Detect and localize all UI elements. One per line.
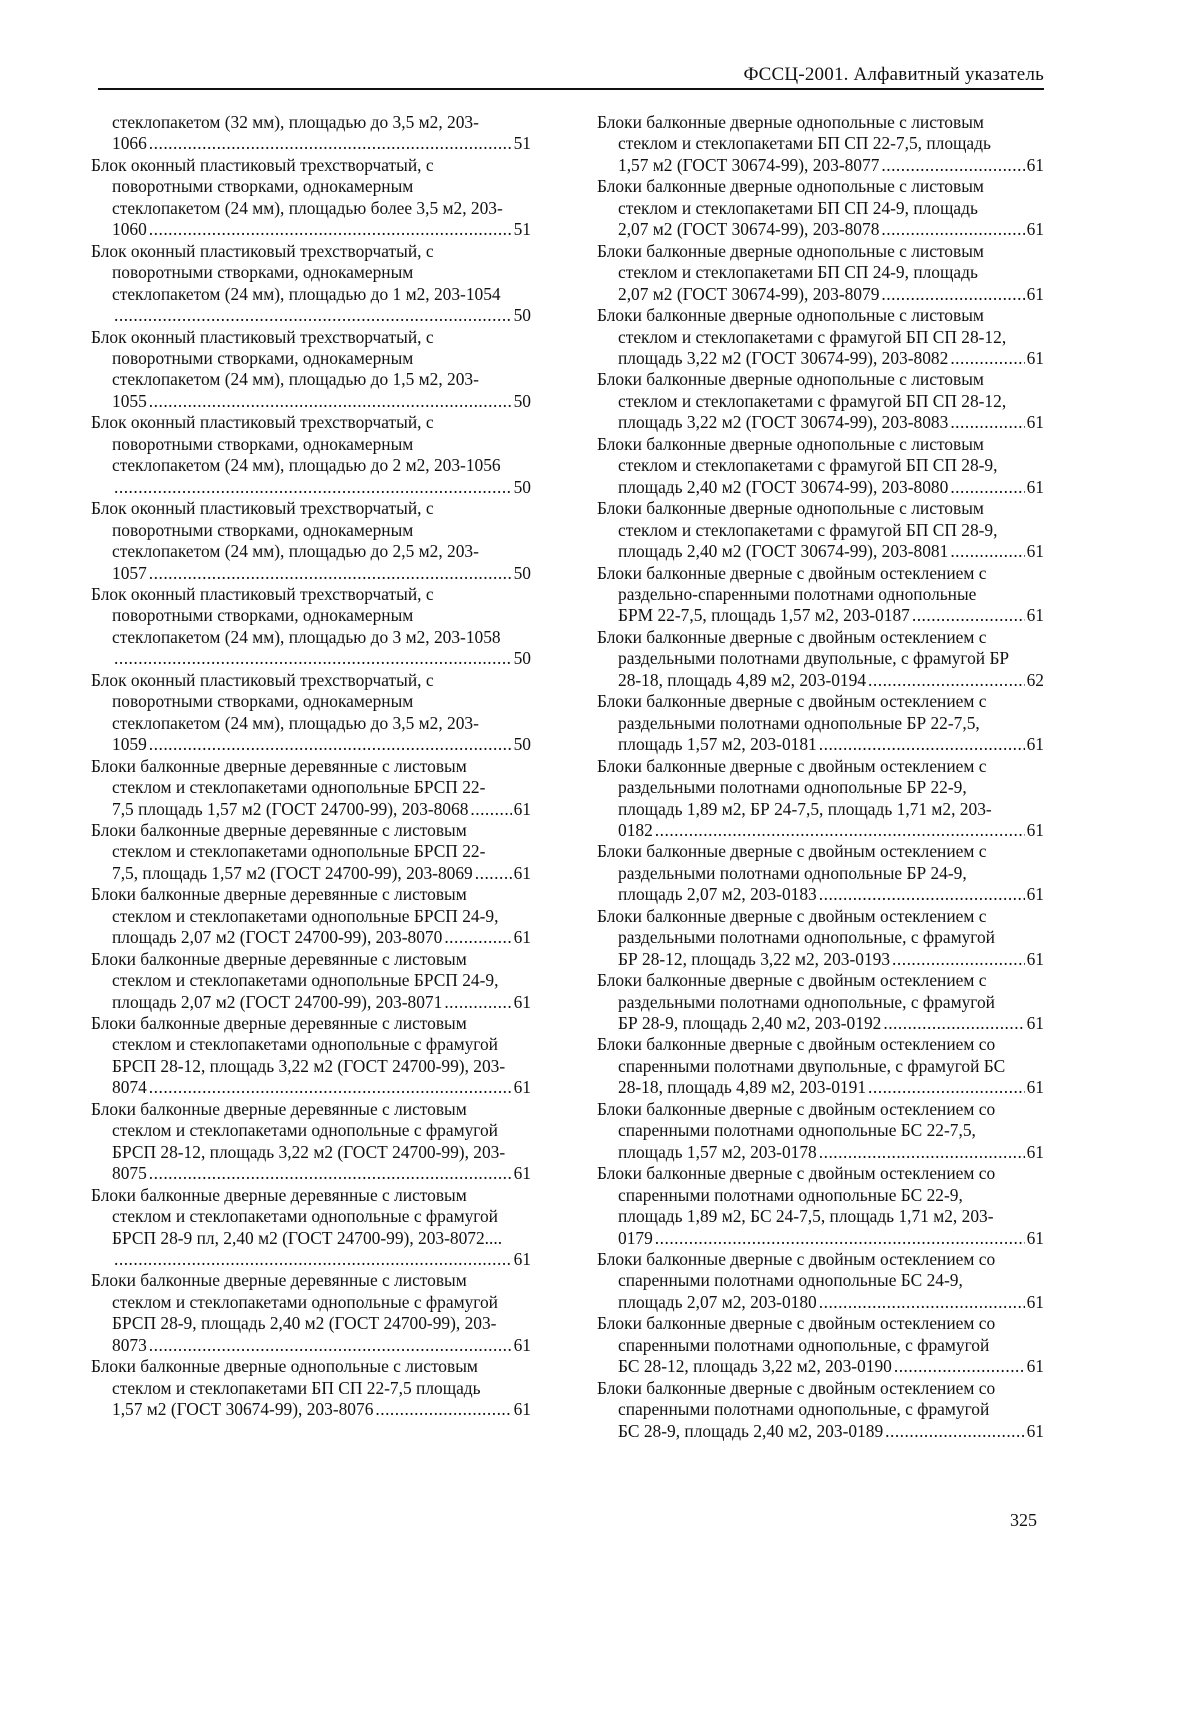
- dot-leader: [114, 305, 512, 326]
- index-entry-line: Блоки балконные дверные с двойным остеклением со: [597, 1377, 996, 1398]
- dot-leader: [149, 1335, 512, 1356]
- index-entry-page: 61: [1026, 283, 1044, 304]
- dot-leader: [149, 391, 512, 412]
- index-entry-line: стеклопакетом (24 мм), площадью более 3,5 м2, 203-: [112, 197, 503, 218]
- index-entry-page: 61: [1026, 884, 1044, 905]
- index-entry-last-line: [597, 605, 1044, 626]
- index-entry-page: 61: [1026, 734, 1044, 755]
- index-entry-line: спаренными полотнами однопольные БС 22-9,: [618, 1184, 963, 1205]
- index-entry-last-line: [597, 219, 1044, 240]
- index-entry-page: 50: [513, 734, 531, 755]
- index-entry-line: Блоки балконные дверные деревянные с листовым: [91, 1098, 467, 1119]
- index-entry-line: раздельными полотнами однопольные БР 22-9,: [618, 777, 967, 798]
- dot-leader: [912, 605, 1025, 626]
- index-entry-page: 61: [513, 798, 531, 819]
- index-entry-page: 51: [513, 219, 531, 240]
- dot-leader: [444, 992, 511, 1013]
- index-entry-page: 61: [1026, 154, 1044, 175]
- index-entry-last-line: [597, 477, 1044, 498]
- index-entry-last-line: [91, 391, 531, 412]
- index-entry-line: стеклом и стеклопакетами с фрамугой БП СП 28-9,: [618, 455, 998, 476]
- index-entry-line: Блок оконный пластиковый трехстворчатый, с: [91, 240, 434, 261]
- index-entry: [91, 327, 531, 413]
- index-entry: [597, 627, 1044, 691]
- index-entry-last-line: [91, 219, 531, 240]
- dot-leader: [375, 1399, 511, 1420]
- index-entry-line: раздельными полотнами однопольные БР 24-9,: [618, 862, 967, 883]
- index-entry-line: стеклом и стеклопакетами однопольные с фрамугой: [112, 1291, 498, 1312]
- index-entry-line: БРСП 28-12, площадь 3,22 м2 (ГОСТ 24700-99), 203-: [112, 1055, 506, 1076]
- dot-leader: [894, 1356, 1025, 1377]
- index-entry-last-line: [597, 348, 1044, 369]
- index-entry: [91, 1185, 531, 1271]
- index-entry-page: 61: [1026, 819, 1044, 840]
- dot-leader: [114, 477, 512, 498]
- index-entry-line: стеклом и стеклопакетами однопольные с фрамугой: [112, 1120, 498, 1141]
- index-entry-page: 61: [1026, 605, 1044, 626]
- index-entry: [597, 369, 1044, 433]
- index-entry-tail: 0179: [618, 1227, 653, 1248]
- index-entry-line: Блоки балконные дверные с двойным остеклением со: [597, 1249, 996, 1270]
- index-entry-last-line: [91, 648, 531, 669]
- index-entry-line: поворотными створками, однокамерным: [112, 433, 414, 454]
- index-entry-page: 61: [1026, 948, 1044, 969]
- index-entry-line: Блоки балконные дверные деревянные с листовым: [91, 948, 467, 969]
- index-entry-page: 61: [1026, 1291, 1044, 1312]
- dot-leader: [149, 133, 512, 154]
- index-entry-line: БРСП 28-9 пл, 2,40 м2 (ГОСТ 24700-99), 203-8072....: [112, 1227, 503, 1248]
- index-entry-tail: 1059: [112, 734, 147, 755]
- index-entry-last-line: [91, 563, 531, 584]
- index-entry-tail: площадь 2,07 м2 (ГОСТ 24700-99), 203-8070: [112, 927, 443, 948]
- index-entry-last-line: [597, 412, 1044, 433]
- index-entry: [597, 756, 1044, 842]
- index-entry-line: стеклом и стеклопакетами БП СП 22-7,5 площадь: [112, 1377, 481, 1398]
- index-entry: [597, 1099, 1044, 1163]
- index-entry-tail: площадь 2,07 м2, 203-0183: [618, 884, 817, 905]
- index-entry-tail: 1066: [112, 133, 147, 154]
- dot-leader: [114, 1249, 512, 1270]
- index-entry-last-line: [91, 305, 531, 326]
- index-entry-page: 61: [513, 862, 531, 883]
- index-entry-page: 62: [1026, 669, 1044, 690]
- index-entry-line: Блоки балконные дверные с двойным остеклением с: [597, 691, 987, 712]
- index-entry: [91, 820, 531, 884]
- index-entry-tail: 8073: [112, 1334, 147, 1355]
- index-entry-line: Блоки балконные дверные деревянные с листовым: [91, 755, 467, 776]
- running-header-title: ФССЦ-2001. Алфавитный указатель: [743, 64, 1044, 85]
- index-entry-line: Блок оконный пластиковый трехстворчатый, с: [91, 498, 434, 519]
- index-entry-page: 50: [513, 648, 531, 669]
- index-column-right: [597, 112, 1044, 1442]
- index-entry-tail: площадь 1,57 м2, 203-0178: [618, 1141, 817, 1162]
- index-entry-line: поворотными створками, однокамерным: [112, 605, 414, 626]
- index-entry: [597, 305, 1044, 369]
- index-entry-line: Блоки балконные дверные однопольные с листовым: [597, 369, 984, 390]
- index-entry-page: 61: [1026, 219, 1044, 240]
- index-entry-line: стеклопакетом (24 мм), площадью до 3 м2, 203-1058: [112, 626, 501, 647]
- index-entry-line: стеклопакетом (24 мм), площадью до 1,5 м2, 203-: [112, 369, 479, 390]
- index-entry-last-line: [91, 1077, 531, 1098]
- index-entry-line: стеклом и стеклопакетами БП СП 22-7,5, площадь: [618, 133, 991, 154]
- index-entry: [597, 1313, 1044, 1377]
- dot-leader: [881, 284, 1024, 305]
- index-entry-last-line: [597, 820, 1044, 841]
- index-entry-line: стеклом и стеклопакетами однопольные БРСП 22-: [112, 841, 486, 862]
- index-entry-tail: 1057: [112, 562, 147, 583]
- index-entry-line: площадь 1,89 м2, БС 24-7,5, площадь 1,71 м2, 203-: [618, 1206, 994, 1227]
- index-entry-line: Блоки балконные дверные однопольные с листовым: [597, 240, 984, 261]
- index-entry: [597, 970, 1044, 1034]
- index-entry-line: Блок оконный пластиковый трехстворчатый, с: [91, 412, 434, 433]
- dot-leader: [881, 219, 1024, 240]
- index-entry-last-line: [597, 949, 1044, 970]
- index-entry-line: поворотными створками, однокамерным: [112, 176, 414, 197]
- index-entry-page: 61: [513, 991, 531, 1012]
- index-entry-line: Блоки балконные дверные однопольные с листовым: [597, 112, 984, 132]
- index-entry-line: спаренными полотнами однопольные БС 24-9,: [618, 1270, 963, 1291]
- dot-leader: [655, 1228, 1025, 1249]
- index-entry-line: стеклом и стеклопакетами с фрамугой БП СП 28-12,: [618, 390, 1007, 411]
- index-entry-line: Блоки балконные дверные с двойным остеклением со: [597, 1313, 996, 1334]
- index-entry: [597, 1249, 1044, 1313]
- index-entry-line: Блоки балконные дверные с двойным остеклением с: [597, 626, 987, 647]
- index-entry-tail: 2,07 м2 (ГОСТ 30674-99), 203-8079: [618, 283, 880, 304]
- dot-leader: [149, 219, 512, 240]
- index-entry: [597, 1378, 1044, 1442]
- index-entry-line: поворотными створками, однокамерным: [112, 691, 414, 712]
- index-entry-last-line: [91, 927, 531, 948]
- index-entry-page: 61: [1026, 1356, 1044, 1377]
- dot-leader: [149, 1163, 512, 1184]
- index-entry: [91, 949, 531, 1013]
- index-entry-line: Блоки балконные дверные однопольные с листовым: [91, 1356, 478, 1377]
- index-entry-line: Блок оконный пластиковый трехстворчатый, с: [91, 669, 434, 690]
- index-entry: [597, 1034, 1044, 1098]
- index-entry-tail: площадь 3,22 м2 (ГОСТ 30674-99), 203-8083: [618, 412, 949, 433]
- index-entry-tail: БС 28-9, площадь 2,40 м2, 203-0189: [618, 1420, 884, 1441]
- index-entry-page: 61: [1026, 1141, 1044, 1162]
- index-entry-page: 51: [513, 133, 531, 154]
- dot-leader: [819, 1142, 1025, 1163]
- index-entry-page: 61: [1026, 1013, 1044, 1034]
- dot-leader: [149, 1077, 512, 1098]
- index-entry-tail: 1060: [112, 219, 147, 240]
- index-entry-tail: 8075: [112, 1163, 147, 1184]
- index-entry-tail: 2,07 м2 (ГОСТ 30674-99), 203-8078: [618, 219, 880, 240]
- index-entry-line: стеклом и стеклопакетами БП СП 24-9, площадь: [618, 197, 978, 218]
- dot-leader: [950, 412, 1024, 433]
- index-entry-line: Блоки балконные дверные с двойным остеклением со: [597, 1034, 996, 1055]
- dot-leader: [655, 820, 1025, 841]
- index-entry-last-line: [91, 734, 531, 755]
- index-entry-last-line: [91, 992, 531, 1013]
- index-entry-tail: 0182: [618, 819, 653, 840]
- index-entry: [597, 434, 1044, 498]
- index-entry-page: 50: [513, 562, 531, 583]
- index-entry-line: Блоки балконные дверные с двойным остеклением со: [597, 1163, 996, 1184]
- index-entry-line: Блок оконный пластиковый трехстворчатый, с: [91, 326, 434, 347]
- index-entry-tail: БС 28-12, площадь 3,22 м2, 203-0190: [618, 1356, 892, 1377]
- dot-leader: [819, 734, 1025, 755]
- index-entry: [597, 1163, 1044, 1249]
- index-entry-line: поворотными створками, однокамерным: [112, 519, 414, 540]
- running-header: [98, 62, 1044, 90]
- index-entry-last-line: [91, 477, 531, 498]
- index-entry-page: 61: [513, 1399, 531, 1420]
- index-entry-line: спаренными полотнами однопольные, с фрамугой: [618, 1399, 990, 1420]
- index-entry-line: Блоки балконные дверные деревянные с листовым: [91, 819, 467, 840]
- dot-leader: [950, 541, 1024, 562]
- index-entry-line: спаренными полотнами двупольные, с фрамугой БС: [618, 1055, 1006, 1076]
- index-entry-line: спаренными полотнами однопольные БС 22-7,5,: [618, 1120, 976, 1141]
- index-entry: [91, 155, 531, 241]
- index-entry: [91, 1013, 531, 1099]
- index-entry-page: 50: [513, 305, 531, 326]
- index-column-left: [91, 112, 531, 1421]
- index-entry: [597, 906, 1044, 970]
- index-entry-page: 61: [1026, 1420, 1044, 1441]
- index-entry: [91, 412, 531, 498]
- index-entry-tail: БР 28-9, площадь 2,40 м2, 203-0192: [618, 1013, 882, 1034]
- index-entry-tail: 7,5, площадь 1,57 м2 (ГОСТ 24700-99), 203-8069: [112, 862, 473, 883]
- dot-leader: [868, 670, 1025, 691]
- index-entry-tail: площадь 2,40 м2 (ГОСТ 30674-99), 203-8081: [618, 541, 949, 562]
- index-entry-tail: БР 28-12, площадь 3,22 м2, 203-0193: [618, 948, 891, 969]
- index-entry-tail: 8074: [112, 1077, 147, 1098]
- index-entry-last-line: [597, 734, 1044, 755]
- index-entry-last-line: [597, 155, 1044, 176]
- index-entry-tail: площадь 1,57 м2, 203-0181: [618, 734, 817, 755]
- index-entry-page: 61: [513, 1334, 531, 1355]
- dot-leader: [883, 1013, 1024, 1034]
- dot-leader: [950, 477, 1024, 498]
- dot-leader: [950, 348, 1024, 369]
- dot-leader: [868, 1077, 1025, 1098]
- index-entry-last-line: [597, 1142, 1044, 1163]
- index-entry-line: стеклопакетом (24 мм), площадью до 1 м2, 203-1054: [112, 283, 501, 304]
- index-entry-tail: 7,5 площадь 1,57 м2 (ГОСТ 24700-99), 203-8068: [112, 798, 469, 819]
- index-entry-line: Блоки балконные дверные однопольные с листовым: [597, 305, 984, 326]
- index-entry-tail: БРМ 22-7,5, площадь 1,57 м2, 203-0187: [618, 605, 910, 626]
- index-entry-page: 61: [513, 1077, 531, 1098]
- index-entry-tail: 1055: [112, 390, 147, 411]
- index-entry-last-line: [597, 1356, 1044, 1377]
- index-entry-line: Блоки балконные дверные с двойным остеклением со: [597, 1098, 996, 1119]
- index-entry-tail: площадь 2,40 м2 (ГОСТ 30674-99), 203-8080: [618, 476, 949, 497]
- index-entry-line: Блоки балконные дверные деревянные с листовым: [91, 1270, 467, 1291]
- dot-leader: [470, 799, 511, 820]
- dot-leader: [444, 927, 511, 948]
- index-entry-tail: 1,57 м2 (ГОСТ 30674-99), 203-8077: [618, 154, 880, 175]
- index-entry: [597, 563, 1044, 627]
- index-entry-last-line: [91, 1399, 531, 1420]
- dot-leader: [885, 1421, 1024, 1442]
- index-entry: [91, 584, 531, 670]
- index-entry-tail: площадь 2,07 м2 (ГОСТ 24700-99), 203-8071: [112, 991, 443, 1012]
- index-entry-line: Блоки балконные дверные однопольные с листовым: [597, 176, 984, 197]
- index-entry-tail: площадь 2,07 м2, 203-0180: [618, 1291, 817, 1312]
- index-entry-page: 61: [513, 1249, 531, 1270]
- dot-leader: [892, 949, 1025, 970]
- index-entry-line: стеклом и стеклопакетами с фрамугой БП СП 28-9,: [618, 519, 998, 540]
- index-entry-line: Блоки балконные дверные с двойным остеклением с: [597, 841, 987, 862]
- dot-leader: [819, 884, 1025, 905]
- index-entry-line: Блоки балконные дверные деревянные с листовым: [91, 1013, 467, 1034]
- index-entry: [91, 1356, 531, 1420]
- index-entry-last-line: [91, 133, 531, 154]
- index-entry-last-line: [91, 799, 531, 820]
- index-entry-last-line: [597, 284, 1044, 305]
- index-entry-line: Блоки балконные дверные с двойным остеклением с: [597, 562, 987, 583]
- dot-leader: [149, 734, 512, 755]
- index-entry-last-line: [597, 1292, 1044, 1313]
- index-entry-page: 61: [1026, 541, 1044, 562]
- index-entry-page: 61: [513, 927, 531, 948]
- index-entry-page: 61: [513, 1163, 531, 1184]
- index-entry: [597, 112, 1044, 176]
- page-number: 325: [1010, 1510, 1037, 1530]
- index-entry-line: стеклом и стеклопакетами с фрамугой БП СП 28-12,: [618, 326, 1007, 347]
- index-entry-page: 50: [513, 476, 531, 497]
- index-entry-line: стеклопакетом (24 мм), площадью до 2 м2, 203-1056: [112, 455, 501, 476]
- index-entry-line: стеклом и стеклопакетами однопольные БРСП 22-: [112, 777, 486, 798]
- index-entry-line: поворотными створками, однокамерным: [112, 347, 414, 368]
- index-entry-line: Блоки балконные дверные однопольные с листовым: [597, 498, 984, 519]
- index-entry-line: раздельно-спаренными полотнами однопольные: [618, 583, 977, 604]
- index-entry: [91, 1099, 531, 1185]
- index-entry: [91, 1270, 531, 1356]
- index-entry-line: Блоки балконные дверные с двойным остеклением с: [597, 755, 987, 776]
- index-entry-line: Блоки балконные дверные деревянные с листовым: [91, 884, 467, 905]
- index-entry-tail: 28-18, площадь 4,89 м2, 203-0191: [618, 1077, 867, 1098]
- index-entry-line: Блок оконный пластиковый трехстворчатый, с: [91, 583, 434, 604]
- index-entry-last-line: [597, 1013, 1044, 1034]
- index-entry: [91, 670, 531, 756]
- index-entry-line: Блок оконный пластиковый трехстворчатый, с: [91, 154, 434, 175]
- index-entry-last-line: [91, 1163, 531, 1184]
- index-entry-page: 61: [1026, 476, 1044, 497]
- index-entry-line: раздельными полотнами однопольные БР 22-7,5,: [618, 712, 980, 733]
- index-entry-line: спаренными полотнами однопольные, с фрамугой: [618, 1334, 990, 1355]
- index-entry-tail: 1,57 м2 (ГОСТ 30674-99), 203-8076: [112, 1399, 374, 1420]
- dot-leader: [881, 155, 1024, 176]
- index-entry-page: 50: [513, 390, 531, 411]
- index-entry-page: 61: [1026, 1077, 1044, 1098]
- index-entry-last-line: [597, 884, 1044, 905]
- index-entry-page: 61: [1026, 347, 1044, 368]
- index-entry: [91, 884, 531, 948]
- index-entry-last-line: [91, 1249, 531, 1270]
- index-entry-page: 61: [1026, 1227, 1044, 1248]
- index-entry: [597, 841, 1044, 905]
- index-entry-tail: 28-18, площадь 4,89 м2, 203-0194: [618, 669, 867, 690]
- index-entry-line: раздельными полотнами двупольные, с фрамугой БР: [618, 648, 1010, 669]
- index-entry-line: стеклопакетом (24 мм), площадью до 2,5 м2, 203-: [112, 541, 479, 562]
- index-entry: [91, 756, 531, 820]
- index-entry-last-line: [597, 670, 1044, 691]
- index-entry-line: стеклом и стеклопакетами однопольные с фрамугой: [112, 1034, 498, 1055]
- index-entry-line: БРСП 28-9, площадь 2,40 м2 (ГОСТ 24700-99), 203-: [112, 1313, 497, 1334]
- index-entry: [91, 112, 531, 155]
- index-entry-line: БРСП 28-12, площадь 3,22 м2 (ГОСТ 24700-99), 203-: [112, 1141, 506, 1162]
- index-entry-last-line: [91, 1335, 531, 1356]
- index-entry-last-line: [597, 1421, 1044, 1442]
- index-entry-line: Блоки балконные дверные деревянные с листовым: [91, 1184, 467, 1205]
- index-entry-line: раздельными полотнами однопольные, с фрамугой: [618, 991, 995, 1012]
- dot-leader: [819, 1292, 1025, 1313]
- index-entry-last-line: [597, 1228, 1044, 1249]
- index-entry: [597, 176, 1044, 240]
- index-entry-last-line: [91, 863, 531, 884]
- dot-leader: [475, 863, 512, 884]
- index-entry-line: Блоки балконные дверные с двойным остеклением с: [597, 970, 987, 991]
- index-entry-line: площадь 1,89 м2, БР 24-7,5, площадь 1,71 м2, 203-: [618, 798, 992, 819]
- dot-leader: [149, 563, 512, 584]
- index-entry-line: стеклом и стеклопакетами однопольные с фрамугой: [112, 1206, 498, 1227]
- index-entry-line: стеклопакетом (32 мм), площадью до 3,5 м2, 203-: [112, 112, 479, 132]
- index-entry: [597, 691, 1044, 755]
- index-entry-line: стеклом и стеклопакетами БП СП 24-9, площадь: [618, 262, 978, 283]
- index-entry-line: стеклом и стеклопакетами однопольные БРСП 24-9,: [112, 970, 499, 991]
- dot-leader: [114, 648, 512, 669]
- index-entry-last-line: [597, 1077, 1044, 1098]
- index-entry-line: Блоки балконные дверные однопольные с листовым: [597, 433, 984, 454]
- index-entry: [91, 498, 531, 584]
- index-entry: [91, 241, 531, 327]
- index-entry-line: поворотными створками, однокамерным: [112, 262, 414, 283]
- index-entry: [597, 241, 1044, 305]
- index-entry-last-line: [597, 541, 1044, 562]
- index-entry-line: раздельными полотнами однопольные, с фрамугой: [618, 927, 995, 948]
- index-entry-page: 61: [1026, 412, 1044, 433]
- index-entry-tail: площадь 3,22 м2 (ГОСТ 30674-99), 203-8082: [618, 347, 949, 368]
- index-entry-line: стеклом и стеклопакетами однопольные БРСП 24-9,: [112, 905, 499, 926]
- index-entry-line: стеклопакетом (24 мм), площадью до 3,5 м2, 203-: [112, 712, 479, 733]
- index-entry-line: Блоки балконные дверные с двойным остеклением с: [597, 905, 987, 926]
- index-entry: [597, 498, 1044, 562]
